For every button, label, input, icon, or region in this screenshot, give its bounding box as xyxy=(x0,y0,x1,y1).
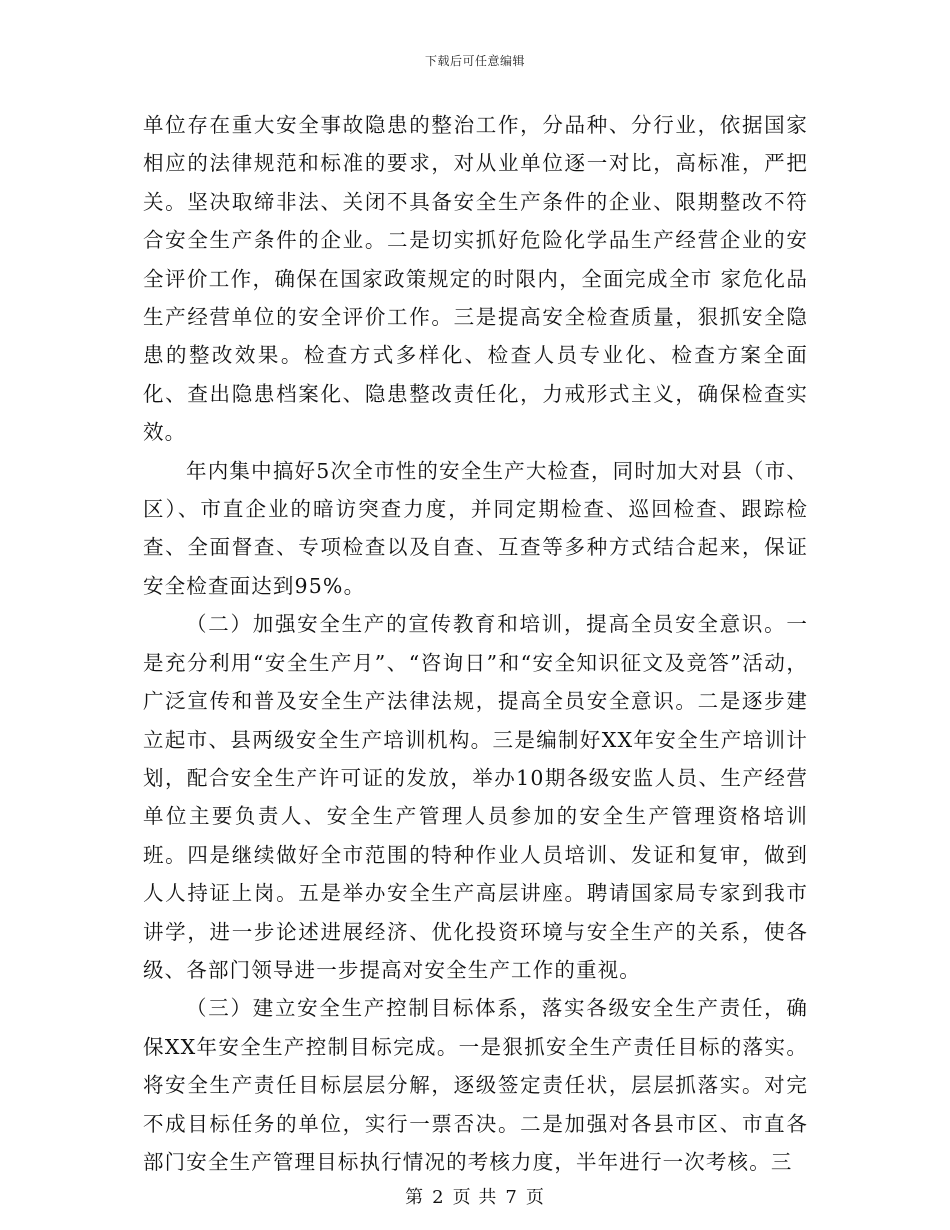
footer-prefix: 第 xyxy=(405,1187,425,1208)
footer-middle: 页 共 xyxy=(452,1187,498,1208)
footer-page-number: 2 xyxy=(432,1187,445,1208)
page-header: 下载后可任意编辑 xyxy=(424,54,525,68)
body-paragraph-3: （二）加强安全生产的宣传教育和培训，提高全员安全意识。一是充分利用“安全生产月”、“咨询日”和“安全知识征文及竞答”活动，广泛宣传和普及安全生产法律法规，提高全员安全意识。二是逐步建立起市、县两级安全生产培训机构。三是编制好XX年安全生产培训计划，配合安全生产许可证的发放，举办10期各级安监人员、生产经营单位主要负责人、安全生产管理人员参加的安全生产管理资格培训班。四是继续做好全市范围的特种作业人员培训、发证和复审，做到人人持证上岗。五是举办安全生产高层讲座。聘请国家局专家到我市讲学，进一步论述进展经济、优化投资环境与安全生产的关系，使各级、各部门领导进一步提高对安全生产工作的重视。 xyxy=(143,612,808,982)
document-body xyxy=(143,106,808,1181)
footer-total-pages: 7 xyxy=(505,1187,518,1208)
body-paragraph-1: 单位存在重大安全事故隐患的整治工作，分品种、分行业，依据国家相应的法律规范和标准的要求，对从业单位逐一对比，高标准，严把关。坚决取缔非法、关闭不具备安全生产条件的企业、限期整改不符合安全生产条件的企业。二是切实抓好危险化学品生产经营企业的安全评价工作，确保在国家政策规定的时限内，全面完成全市 家危化品生产经营单位的安全评价工作。三是提高安全检查质量，狠抓安全隐患的整改效果。检查方式多样化、检查人员专业化、检查方案全面化、查出隐患档案化、隐患整改责任化，力戒形式主义，确保检查实效。 xyxy=(143,113,808,445)
page-footer xyxy=(0,1183,950,1209)
body-paragraph-4: （三）建立安全生产控制目标体系，落实各级安全生产责任，确保XX年安全生产控制目标完成。一是狠抓安全生产责任目标的落实。将安全生产责任目标层层分解，逐级签定责任状，层层抓落实。对完不成目标任务的单位，实行一票否决。二是加强对各县市区、市直各部门安全生产管理目标执行情况的考核力度，半年进行一次考核。三 xyxy=(143,996,808,1174)
body-paragraph-2: 年内集中搞好5次全市性的安全生产大检查，同时加大对县（市、区）、市直企业的暗访突查力度，并同定期检查、巡回检查、跟踪检查、全面督查、专项检查以及自查、互查等多种方式结合起来，保证安全检查面达到95%。 xyxy=(143,458,808,598)
footer-suffix: 页 xyxy=(525,1187,545,1208)
